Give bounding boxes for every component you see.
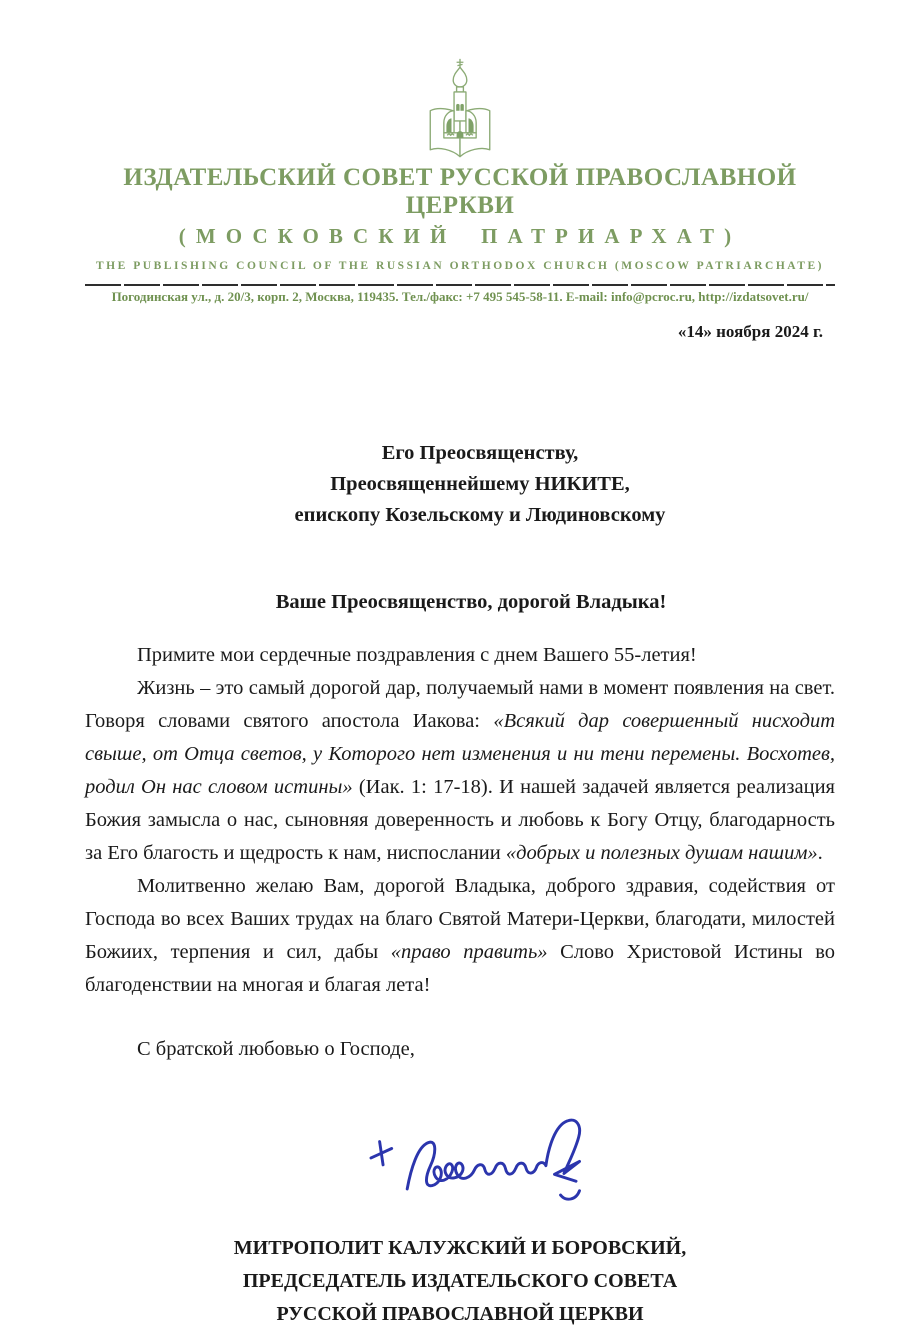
signer-line: МИТРОПОЛИТ КАЛУЖСКИЙ И БОРОВСКИЙ, — [233, 1237, 687, 1259]
salutation: Ваше Преосвященство, дорогой Владыка! — [275, 591, 667, 613]
body-paragraph: С братской любовью о Господе, — [137, 1038, 415, 1060]
address-line: Погодинская ул., д. 20/3, корп. 2, Москва, 119435. Тел./факс: +7 495 545-58-11. E-mail: info@pcroc.ru, http://izdatsovet.ru/ — [111, 289, 809, 304]
letter-date: «14» ноября 2024 г. — [677, 322, 823, 341]
recipient-block — [125, 438, 835, 531]
letter-body — [85, 639, 835, 1066]
church-emblem-logo — [85, 58, 835, 160]
signer-line: ПРЕДСЕДАТЕЛЬ ИЗДАТЕЛЬСКОГО СОВЕТА — [242, 1270, 678, 1292]
recipient-line: епископу Козельскому и Людиновскому — [294, 504, 666, 526]
body-paragraph: Жизнь – это самый дорогой дар, получаемый нами в момент появления на свет. Говоря словами святого апостола Иакова: «Всякий дар совершенный нисходит свыше, от Отца светов, у Которого нет изменения и ни тени перемены. Восхотев, родил Он нас словом истины» (Иак. 1: 17-18). И нашей задачей является реализация Божия замысла о нас, сыновняя доверенность и любовь к Богу Отцу, благодарность за Его благость и щедрость к нам, ниспослании «добрых и полезных душам нашим». — [85, 677, 835, 864]
signer-block — [85, 1232, 835, 1331]
divider-line — [85, 284, 835, 286]
recipient-line: Преосвященнейшему НИКИТЕ, — [330, 473, 630, 495]
signer-line: РУССКОЙ ПРАВОСЛАВНОЙ ЦЕРКВИ — [276, 1303, 644, 1325]
recipient-line: Его Преосвященству, — [381, 442, 579, 464]
letterhead — [85, 58, 835, 305]
org-name-en: THE PUBLISHING COUNCIL OF THE RUSSIAN ORTHODOX CHURCH (MOSCOW PATRIARCHATE) — [95, 260, 825, 272]
church-open-book-icon — [421, 58, 499, 165]
signature-handwritten — [323, 1108, 643, 1220]
org-subtitle-ru: (МОСКОВСКИЙ ПАТРИАРХАТ) — [178, 224, 742, 248]
body-paragraph: Молитвенно желаю Вам, дорогой Владыка, доброго здравия, содействия от Господа во всех Ваших трудах на благо Святой Матери-Церкви, благодати, милостей Божиих, терпения и сил, дабы «право править» Слово Христовой Истины во благоденствии на многая и благая лета! — [85, 875, 835, 996]
org-name-ru: ИЗДАТЕЛЬСКИЙ СОВЕТ РУССКОЙ ПРАВОСЛАВНОЙ ЦЕРКВИ — [123, 164, 797, 219]
body-paragraph: Примите мои сердечные поздравления с днем Вашего 55-летия! — [137, 644, 697, 666]
autograph-icon — [323, 1108, 643, 1220]
